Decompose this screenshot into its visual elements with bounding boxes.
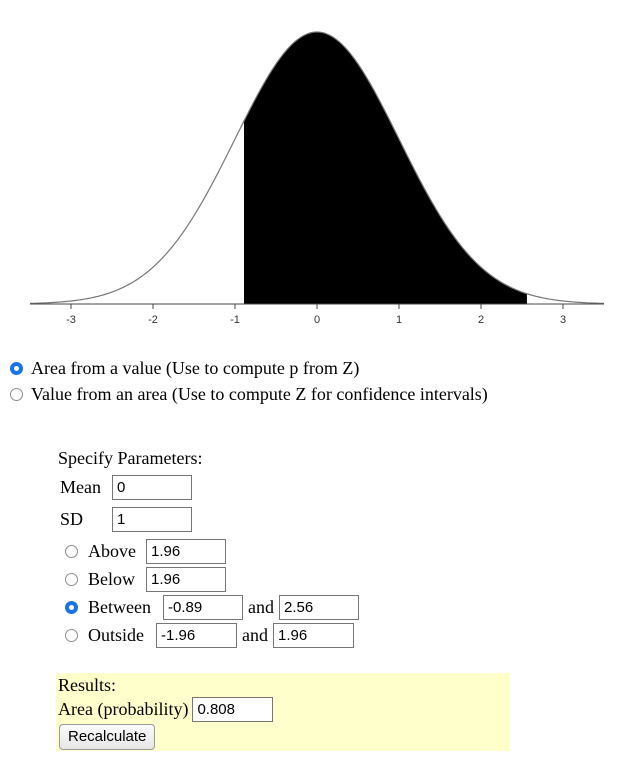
below-input[interactable]: 1.96 <box>146 567 226 592</box>
outside-label: Outside <box>88 624 144 645</box>
mode-value-radio[interactable] <box>10 388 23 401</box>
mode-area-label: Area from a value (Use to compute p from Z) <box>31 357 360 378</box>
recalculate-button[interactable]: Recalculate <box>59 724 155 750</box>
x-tick-label: -2 <box>148 314 158 326</box>
between-and-label: and <box>248 596 274 617</box>
normal-distribution-chart <box>0 0 634 340</box>
mode-area-from-value[interactable] <box>10 356 359 380</box>
outside-radio[interactable] <box>65 629 78 642</box>
x-tick-label: 0 <box>313 314 321 326</box>
sd-input[interactable]: 1 <box>112 507 192 532</box>
between-label: Between <box>88 596 151 617</box>
x-tick-label: 1 <box>395 314 403 326</box>
results-panel <box>56 673 510 751</box>
mean-row <box>60 473 192 501</box>
mode-area-radio[interactable] <box>10 362 23 375</box>
mean-label: Mean <box>60 476 101 497</box>
outside-and-label: and <box>242 624 268 645</box>
sd-row <box>60 505 192 533</box>
params-title: Specify Parameters: <box>58 448 203 468</box>
area-label: Area (probability) <box>58 699 189 719</box>
outside-row <box>65 621 354 649</box>
between-high-input[interactable]: 2.56 <box>279 595 359 620</box>
sd-label: SD <box>60 508 84 529</box>
x-tick-label: 2 <box>477 314 485 326</box>
above-radio[interactable] <box>65 545 78 558</box>
mode-value-label: Value from an area (Use to compute Z for confidence intervals) <box>31 383 488 404</box>
below-radio[interactable] <box>65 573 78 586</box>
results-title: Results: <box>58 675 117 695</box>
between-radio[interactable] <box>65 601 78 614</box>
shaded-area <box>244 32 527 304</box>
x-tick-label: -3 <box>66 314 76 326</box>
x-tick-label: 3 <box>559 314 567 326</box>
x-axis-ticks <box>66 304 566 326</box>
below-label: Below <box>88 568 135 589</box>
between-low-input[interactable]: -0.89 <box>163 595 243 620</box>
between-row <box>65 593 359 621</box>
above-row <box>65 537 226 565</box>
above-input[interactable]: 1.96 <box>146 539 226 564</box>
outside-high-input[interactable]: 1.96 <box>273 623 354 648</box>
above-label: Above <box>88 540 136 561</box>
area-row <box>58 697 273 722</box>
mode-value-from-area[interactable] <box>10 382 488 406</box>
area-output[interactable]: 0.808 <box>192 697 273 722</box>
x-tick-label: -1 <box>230 314 240 326</box>
below-row <box>65 565 226 593</box>
outside-low-input[interactable]: -1.96 <box>156 623 237 648</box>
mean-input[interactable]: 0 <box>112 475 192 500</box>
